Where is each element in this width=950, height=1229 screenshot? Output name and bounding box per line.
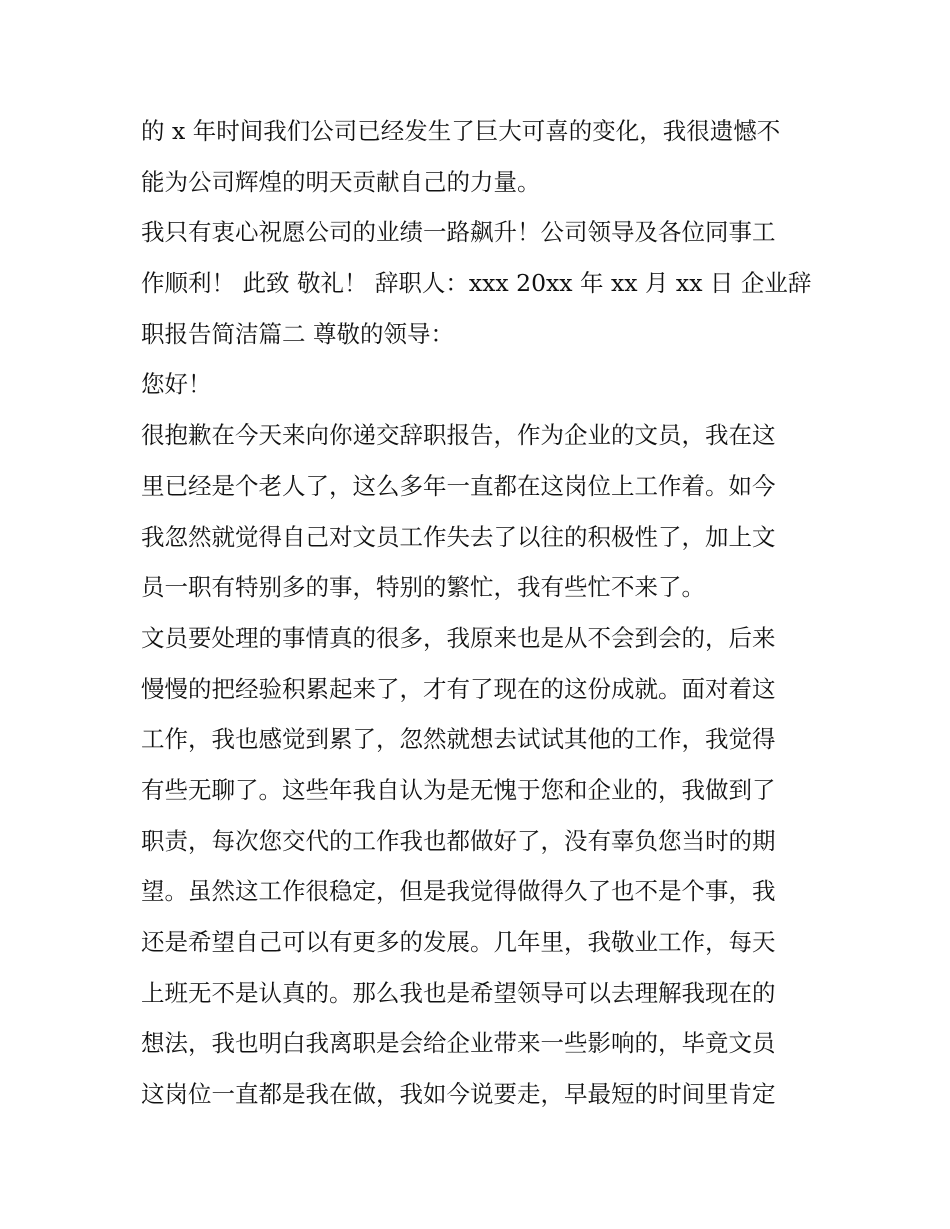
text-line: 职责，每次您交代的工作我也都做好了，没有辜负您当时的期 — [141, 826, 776, 855]
document-body — [141, 106, 821, 1120]
text-line: 慢慢的把经验积累起来了，才有了现在的这份成就。面对着这 — [141, 674, 776, 703]
text-line: 文员要处理的事情真的很多，我原来也是从不会到会的，后来 — [141, 623, 776, 652]
text-line: 上班无不是认真的。那么我也是希望领导可以去理解我现在的 — [141, 978, 776, 1007]
text-line: 我只有衷心祝愿公司的业绩一路飙升！公司领导及各位同事工 — [141, 218, 776, 247]
text-line: 这岗位一直都是我在做，我如今说要走，早最短的时间里肯定 — [141, 1080, 776, 1109]
text-line: 员一职有特别多的事，特别的繁忙，我有些忙不来了。 — [141, 573, 705, 602]
text-line: 作顺利！ 此致 敬礼！ 辞职人：xxx 20xx 年 xx 月 xx 日 企业辞 — [141, 269, 812, 298]
text-line: 的 x 年时间我们公司已经发生了巨大可喜的变化，我很遗憾不 — [141, 117, 781, 145]
text-line: 我忽然就觉得自己对文员工作失去了以往的积极性了，加上文 — [141, 522, 776, 551]
text-line: 里已经是个老人了，这么多年一直都在这岗位上工作着。如今 — [141, 471, 776, 500]
text-line: 职报告简洁篇二 尊敬的领导： — [141, 319, 454, 348]
text-line: 很抱歉在今天来向你递交辞职报告，作为企业的文员，我在这 — [141, 421, 776, 450]
text-line: 想法，我也明白我离职是会给企业带来一些影响的，毕竟文员 — [141, 1029, 776, 1058]
text-line: 工作，我也感觉到累了，忽然就想去试试其他的工作，我觉得 — [141, 725, 776, 754]
text-line: 您好！ — [141, 370, 212, 399]
text-line: 望。虽然这工作很稳定，但是我觉得做得久了也不是个事，我 — [141, 877, 776, 906]
text-line: 有些无聊了。这些年我自认为是无愧于您和企业的，我做到了 — [141, 775, 776, 804]
text-line: 能为公司辉煌的明天贡献自己的力量。 — [141, 167, 541, 196]
text-line: 还是希望自己可以有更多的发展。几年里，我敬业工作，每天 — [141, 928, 776, 956]
